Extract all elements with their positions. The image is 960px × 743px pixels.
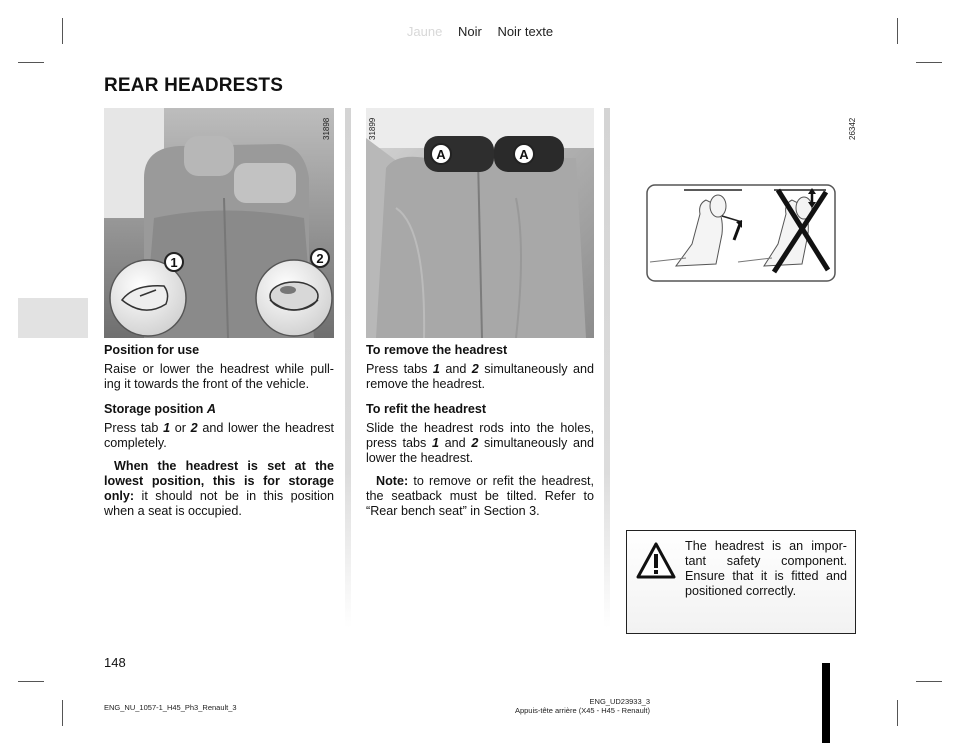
text-run: Press tab xyxy=(104,421,164,435)
figure-rear-seats-tabs xyxy=(104,108,334,338)
storage-label: A xyxy=(519,147,529,162)
paragraph xyxy=(366,362,594,392)
tab-label: 1 xyxy=(170,255,178,270)
text-run: and xyxy=(439,362,472,376)
note-paragraph xyxy=(366,474,594,519)
tab-ref: 2 xyxy=(471,436,479,450)
paragraph xyxy=(366,421,594,466)
text-run: simultaneously and lower the headrest. xyxy=(366,436,594,465)
crop-mark xyxy=(916,62,942,63)
footer-line: Appuis-tête arrière (X45 - H45 - Renault) xyxy=(514,706,650,715)
heading-text: Storage position xyxy=(104,402,207,416)
storage-label: A xyxy=(436,147,446,162)
tab-ref: 2 xyxy=(471,362,479,376)
footer-line: ENG_UD23933_3 xyxy=(589,697,650,706)
heading-position-for-use: Position for use xyxy=(104,343,200,357)
text-run: Press tabs xyxy=(366,362,433,376)
text-run: simultaneously and remove the headrest. xyxy=(366,362,594,391)
plate-label: Noir texte xyxy=(497,24,554,39)
tab-label: 2 xyxy=(316,251,324,266)
footer-module-ref xyxy=(460,697,650,715)
bold-text: When the headrest is set at the lowest position, this is for storage only: xyxy=(104,459,334,503)
crop-mark xyxy=(916,681,942,682)
plate-label: Noir xyxy=(457,24,482,39)
storage-warning-paragraph xyxy=(104,459,334,519)
page-title: REAR HEADRESTS xyxy=(104,75,284,96)
heading-remove-headrest: To remove the headrest xyxy=(366,343,508,357)
column-separator xyxy=(604,108,610,628)
text-run: Slide the headrest rods into the holes, press tabs xyxy=(366,421,594,450)
heading-refit-headrest: To refit the headrest xyxy=(366,402,487,416)
tab-ref: 1 xyxy=(163,421,171,435)
page-number: 148 xyxy=(104,655,126,670)
headrest-storage-photo xyxy=(366,108,594,338)
color-plates xyxy=(0,24,960,39)
tab-ref: 1 xyxy=(432,362,440,376)
text-run: it should not be in this position when a seat is occupied. xyxy=(104,489,334,518)
warning-text: The headrest is an impor-tant safety component. Ensure that it is fitted and positioned correctly. xyxy=(685,539,847,598)
section-marker-bar xyxy=(822,663,830,743)
crop-mark xyxy=(18,681,44,682)
column-2-text xyxy=(366,343,594,529)
text-run: or xyxy=(170,421,191,435)
paragraph: Raise or lower the headrest while pull-ing it towards the front of the vehicle. xyxy=(104,362,334,391)
rear-seat-photo xyxy=(104,108,334,338)
text-run: and lower the headrest completely. xyxy=(104,421,334,450)
figure-ref-number: 31899 xyxy=(368,117,377,140)
tab-ref: 1 xyxy=(431,436,439,450)
figure-ref-number: 31898 xyxy=(322,117,331,140)
tab-ref: 2 xyxy=(190,421,198,435)
headrest-position-diagram xyxy=(646,184,836,282)
plate-label: Jaune xyxy=(406,24,443,39)
footer-doc-code: ENG_NU_1057-1_H45_Ph3_Renault_3 xyxy=(104,703,237,712)
storage-letter: A xyxy=(206,402,216,416)
text-run: to remove or refit the headrest, the seatback must be tilted. Refer to “Rear bench seat” in Section 3. xyxy=(366,474,594,518)
column-1-text xyxy=(104,343,334,529)
crop-mark xyxy=(18,62,44,63)
crop-mark xyxy=(897,700,898,726)
heading-storage-position xyxy=(104,402,334,417)
paragraph xyxy=(104,421,334,451)
section-tab xyxy=(18,298,88,338)
figure-ref-number: 26342 xyxy=(848,117,857,140)
note-label: Note: xyxy=(376,474,409,488)
figure-headrests-storage xyxy=(366,108,594,338)
text-run: and xyxy=(438,436,472,450)
safety-warning-box xyxy=(626,530,856,634)
figure-headrest-position xyxy=(646,184,836,282)
warning-triangle-icon xyxy=(635,541,677,581)
column-separator xyxy=(345,108,351,628)
crop-mark xyxy=(62,700,63,726)
